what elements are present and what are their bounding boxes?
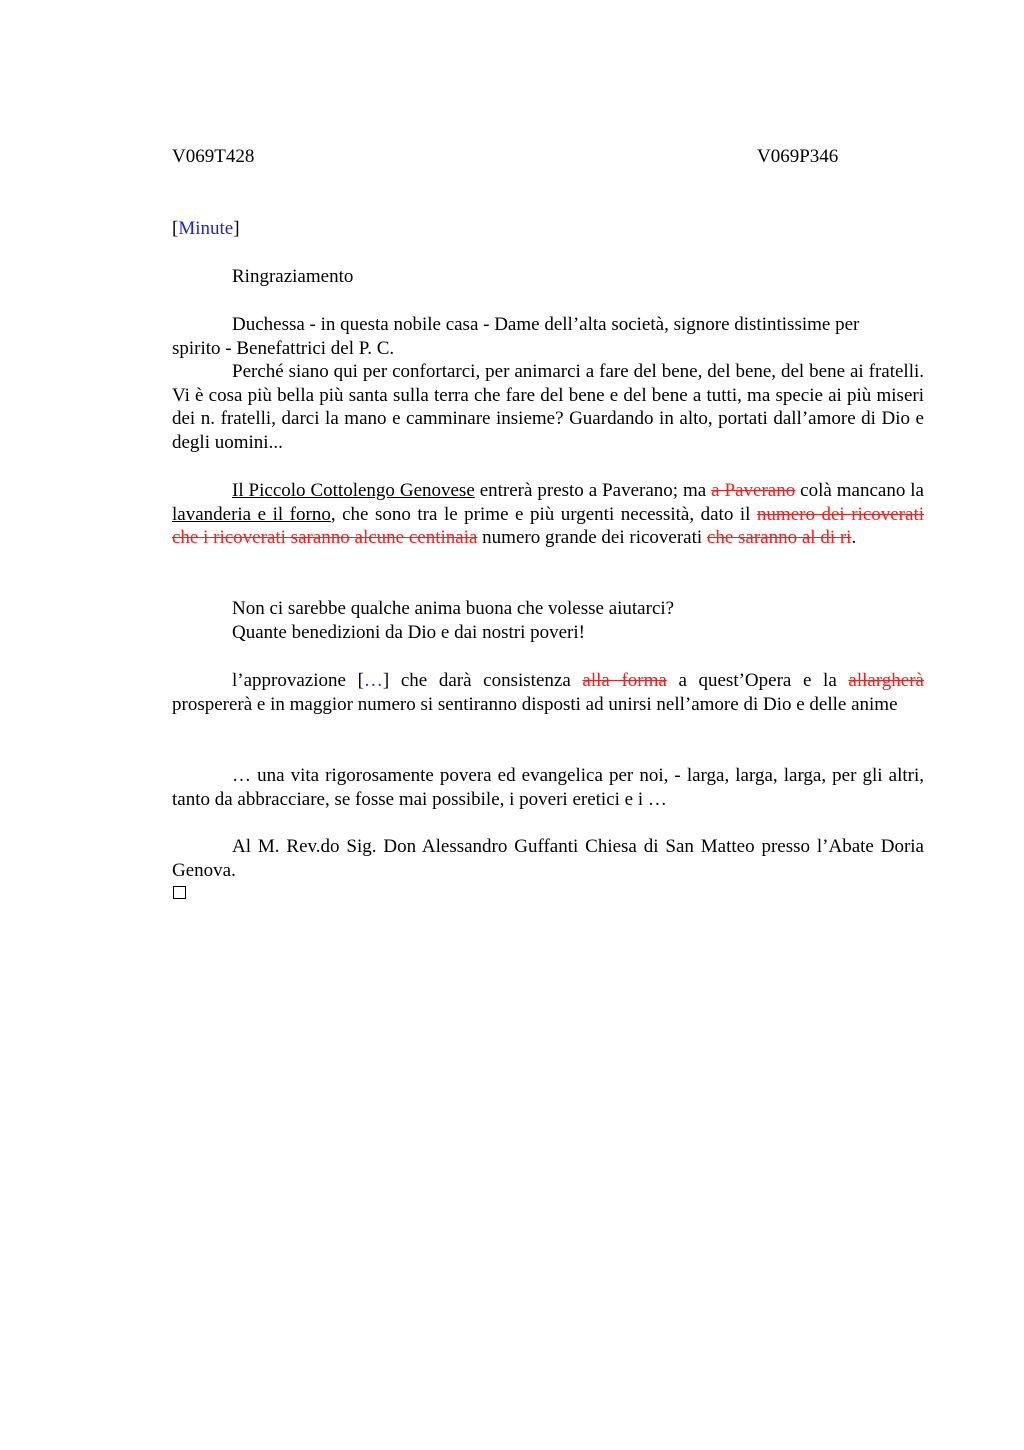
paragraph-address: Al M. Rev.do Sig. Don Alessandro Guffanti Chiesa di San Matteo presso l’Abate Doria Genova. [172,836,924,881]
underlined-text-cottolengo: Il Piccolo Cottolengo Genovese [232,480,475,501]
document-page [172,145,924,881]
minute-link[interactable]: Minute [178,218,234,239]
paragraph-approval [172,669,924,716]
deleted-text: a Paverano [711,480,796,501]
deleted-text: alla forma [582,670,667,691]
paragraph-poverty: … una vita rigorosamente povera ed evangelica per noi, - larga, larga, larga, per gli altri, tanto da abbracciare, se fosse mai possibile, i poveri eretici e i … [172,765,924,810]
deleted-text: che saranno al di ri [706,527,852,548]
appeal-line-1: Non ci sarebbe qualche anima buona che volesse aiutarci? [232,598,675,619]
paragraph-purpose: Perché siano qui per confortarci, per animarci a fare del bene, del bene, del bene ai fratelli. Vi è cosa più bella più santa sulla terra che fare del bene e del bene a tutti, ma specie ai più miseri dei n. fratelli, darci la mano e camminare insieme? Guardando in alto, portati dall’amore di Dio e degli uomini... [172,361,924,453]
end-marker-box [173,886,186,899]
text-segment: entrerà presto a Paverano; ma [474,480,712,501]
text-segment: , che sono tra le prime e più urgenti necessità, dato il [330,503,757,525]
text-segment: . [851,527,857,548]
deleted-text: numero dei ricoverati che i ricoverati saranno alcune centinaia [172,503,924,548]
text-segment: l’approvazione [ [232,670,364,691]
paragraph-cottolengo [172,479,924,550]
text-segment: a quest’Opera e la [666,670,849,691]
greeting-line-2: spirito - Benefattrici del P. C. [172,337,395,359]
deleted-text: allargherà [848,670,924,691]
document-code-left: V069T428 [172,146,255,167]
minute-label [172,217,240,241]
greeting-line-1: Duchessa - in questa nobile casa - Dame dell’alta società, signore distintissime per [232,314,860,335]
paragraph-greeting [172,313,924,360]
document-title: Ringraziamento [232,266,354,287]
text-segment: numero grande dei ricoverati [477,527,707,548]
text-segment: ] che darà consistenza [382,670,583,691]
minute-close-bracket: ] [233,218,240,239]
text-segment: prospererà e in maggior numero si sentiranno disposti ad unirsi nell’amore di Dio e delle anime [172,693,898,715]
underlined-text-lavanderia: lavanderia e il forno [172,503,331,525]
document-header [172,145,924,169]
appeal-line-2: Quante benedizioni da Dio e dai nostri poveri! [232,621,585,643]
text-segment: colà mancano la [795,480,924,501]
paragraph-appeal [172,597,924,644]
minute-open-bracket: [ [172,218,179,239]
document-code-right: V069P346 [757,146,839,167]
editorial-ellipsis: … [363,670,383,691]
